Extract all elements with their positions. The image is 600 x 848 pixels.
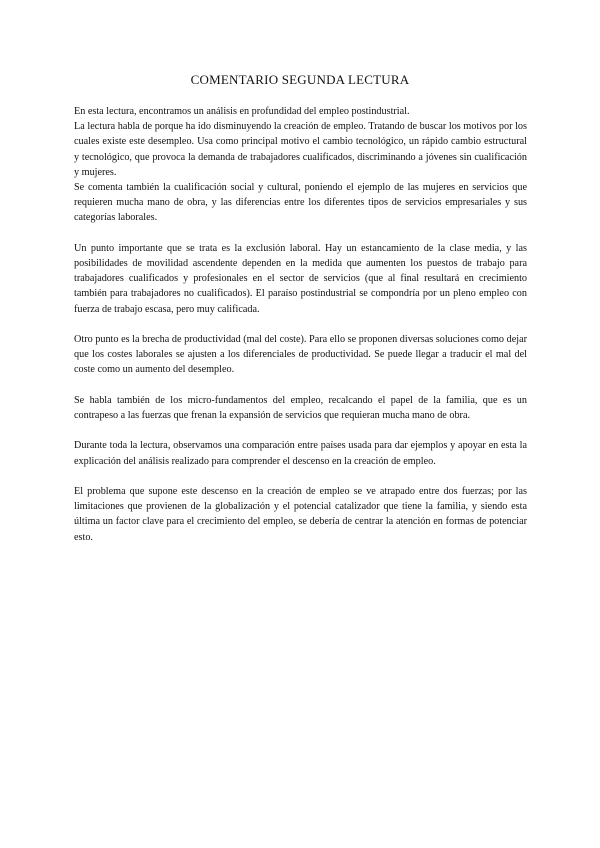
paragraph-productivity-gap: Otro punto es la brecha de productividad (mal del coste). Para ello se proponen diversas soluciones como dejar que los costes laborales se ajusten a los diferenciales de productividad. Se puede llegar a traducir el mal del coste como un aumento del desempleo. [74, 334, 527, 376]
paragraph-conclusion: El problema que supone este descenso en la creación de empleo se ve atrapado entre dos fuerzas; por las limitaciones que provienen de la globalización y el potencial catalizador que tiene la familia, y siendo esta última un factor clave para el crecimiento del empleo, se debería de centrar la atención en formas de potenciar esto. [74, 486, 527, 543]
document-title: COMENTARIO SEGUNDA LECTURA [190, 72, 410, 87]
paragraph-social-qualification: Se comenta también la cualificación social y cultural, poniendo el ejemplo de las mujeres en servicios que requieren mucha mano de obra, y las diferencias entre los diferentes tipos de servicios empresariales y sus categorías laborales. [74, 182, 527, 224]
paragraph-labor-exclusion: Un punto importante que se trata es la exclusión laboral. Hay un estancamiento de la clase media, y las posibilidades de movilidad ascendente dependen en la medida que aumenten los puestos de trabajo para trabajadores cualificados y profesionales en el sector de servicios (que al final resultará en crecimiento también para trabajadores no cualificados). El paraíso postindustrial se compondría por un pleno empleo con fuerza de trabajo escasa, pero muy calificada. [74, 242, 527, 315]
paragraph-intro: En esta lectura, encontramos un análisis en profundidad del empleo postindustrial. [74, 106, 410, 117]
paragraph-micro-foundations: Se habla también de los micro-fundamentos del empleo, recalcando el papel de la familia, que es un contrapeso a las fuerzas que frenan la expansión de servicios que requieran mucha mano de obra. [74, 394, 527, 422]
paragraph-unemployment-causes: La lectura habla de porque ha ido disminuyendo la creación de empleo. Tratando de buscar los motivos por los cuales existe este desempleo. Usa como principal motivo el cambio tecnológico, un rápido cambio estructural y tecnológico, que provoca la demanda de trabajadores cualificados, discriminando a jóvenes sin cualificación y mujeres. [74, 121, 527, 178]
document-body [74, 104, 527, 560]
paragraph-country-comparison: Durante toda la lectura, observamos una comparación entre países usada para dar ejemplos y apoyar en esta la explicación del análisis realizado para comprender el descenso en la creación de empleo. [74, 440, 527, 467]
